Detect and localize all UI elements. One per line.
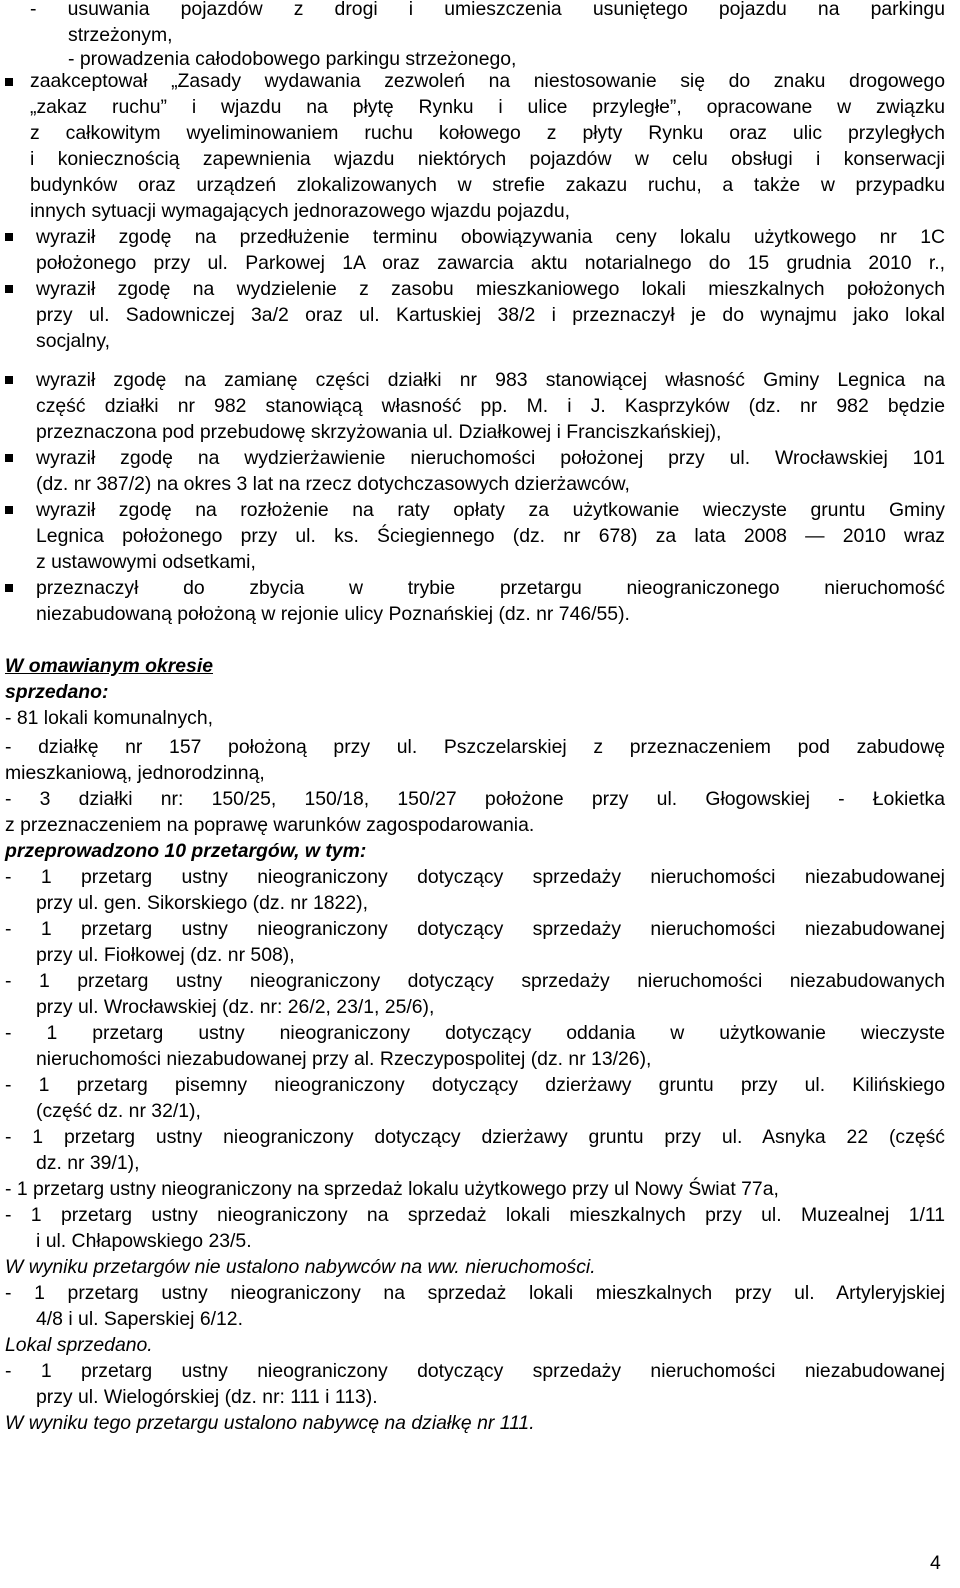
text-line: wyraził zgodę na rozłożenie na raty opłaty za użytkowanie wieczyste gruntu Gminy (36, 499, 945, 521)
bullet-icon (5, 454, 13, 462)
italic-note: W wyniku przetargów nie ustalono nabywców na ww. nieruchomości. (5, 1256, 596, 1278)
text-line: innych sytuacji wymagających jednorazowego wjazdu pojazdu, (30, 200, 571, 222)
text-line: - 1 przetarg ustny nieograniczony na sprzedaż lokalu użytkowego przy ul Nowy Świat 77a, (5, 1178, 779, 1200)
text-line: - 3 działki nr: 150/25, 150/18, 150/27 położone przy ul. Głogowskiej - Łokietka (5, 788, 945, 810)
text-line: - 1 przetarg ustny nieograniczony dotyczący oddania w użytkowanie wieczyste (5, 1022, 945, 1044)
text-line: przy ul. Wielogórskiej (dz. nr: 111 i 113). (36, 1386, 378, 1408)
text-line: - 1 przetarg pisemny nieograniczony dotyczący dzierżawy gruntu przy ul. Kilińskiego (5, 1074, 945, 1096)
section-heading: sprzedano: (5, 681, 109, 703)
text-line: - 1 przetarg ustny nieograniczony dotyczący dzierżawy gruntu przy ul. Asnyka 22 (część (5, 1126, 945, 1148)
italic-note: Lokal sprzedano. (5, 1334, 153, 1356)
text-line: wyraził zgodę na wydzielenie z zasobu mieszkaniowego lokali mieszkalnych położonych (36, 278, 945, 300)
text-line: „zakaz ruchu” i wjazdu na płytę Rynku i ulice przyległe”, opracowane w związku (30, 96, 945, 118)
text-line: nieruchomości niezabudowanej przy al. Rzeczypospolitej (dz. nr 13/26), (36, 1048, 652, 1070)
text-line: - 1 przetarg ustny nieograniczony dotyczący sprzedaży nieruchomości niezabudowanych (5, 970, 945, 992)
bullet-icon (5, 78, 13, 86)
text-line: - 1 przetarg ustny nieograniczony dotyczący sprzedaży nieruchomości niezabudowanej (5, 1360, 945, 1382)
section-heading: W omawianym okresie (5, 655, 213, 677)
text-line: zaakceptował „Zasady wydawania zezwoleń na niestosowanie się do znaku drogowego (30, 70, 945, 92)
text-line: położonego przy ul. Parkowej 1A oraz zawarcia aktu notarialnego do 15 grudnia 2010 r., (36, 252, 945, 274)
text-line: przeznaczył do zbycia w trybie przetargu nieograniczonego nieruchomość (36, 577, 945, 599)
text-line: - 81 lokali komunalnych, (5, 707, 214, 729)
text-line: przy ul. Sadowniczej 3a/2 oraz ul. Kartuskiej 38/2 i przeznaczył je do wynajmu jako lokal (36, 304, 945, 326)
text-line: niezabudowaną położoną w rejonie ulicy Poznańskiej (dz. nr 746/55). (36, 603, 630, 625)
text-line: - działkę nr 157 położoną przy ul. Pszczelarskiej z przeznaczeniem pod zabudowę (5, 736, 945, 758)
text-line: - 1 przetarg ustny nieograniczony na sprzedaż lokali mieszkalnych przy ul. Muzealnej 1/11 (5, 1204, 945, 1226)
text-line: - 1 przetarg ustny nieograniczony dotyczący sprzedaży nieruchomości niezabudowanej (5, 918, 945, 940)
text-line: część działki nr 982 stanowiącą własność pp. M. i J. Kasprzyków (dz. nr 982 będzie (36, 395, 945, 417)
italic-note: W wyniku tego przetargu ustalono nabywcę na działkę nr 111. (5, 1412, 535, 1434)
text-line: dz. nr 39/1), (36, 1152, 140, 1174)
text-line: przy ul. Wrocławskiej (dz. nr: 26/2, 23/1, 25/6), (36, 996, 435, 1018)
bullet-icon (5, 233, 13, 241)
text-line: budynków oraz urządzeń zlokalizowanych w strefie zakazu ruchu, a także w przypadku (30, 174, 945, 196)
bullet-icon (5, 285, 13, 293)
bullet-icon (5, 376, 13, 384)
text-line: wyraził zgodę na wydzierżawienie nieruchomości położonej przy ul. Wrocławskiej 101 (36, 447, 945, 469)
text-line: wyraził zgodę na przedłużenie terminu obowiązywania ceny lokalu użytkowego nr 1C (36, 226, 945, 248)
text-line: i ul. Chłapowskiego 23/5. (36, 1230, 252, 1252)
text-line: - prowadzenia całodobowego parkingu strzeżonego, (68, 48, 517, 70)
text-line: mieszkaniową, jednorodzinną, (5, 762, 265, 784)
text-line: 4/8 i ul. Saperskiej 6/12. (36, 1308, 243, 1330)
page-number: 4 (930, 1552, 941, 1574)
text-line: - usuwania pojazdów z drogi i umieszczenia usuniętego pojazdu na parkingu (30, 0, 945, 20)
text-line: przy ul. gen. Sikorskiego (dz. nr 1822), (36, 892, 368, 914)
text-line: z ustawowymi odsetkami, (36, 551, 256, 573)
text-line: (część dz. nr 32/1), (36, 1100, 201, 1122)
text-line: Legnica położonego przy ul. ks. Ściegiennego (dz. nr 678) za lata 2008 — 2010 wraz (36, 525, 945, 547)
text-line: socjalny, (36, 330, 111, 352)
text-line: z przeznaczeniem na poprawę warunków zagospodarowania. (5, 814, 535, 836)
text-line: - 1 przetarg ustny nieograniczony na sprzedaż lokali mieszkalnych przy ul. Artyleryjskiej (5, 1282, 945, 1304)
text-line: przeznaczona pod przebudowę skrzyżowania ul. Działkowej i Franciszkańskiej), (36, 421, 722, 443)
text-line: wyraził zgodę na zamianę części działki nr 983 stanowiącej własność Gminy Legnica na (36, 369, 945, 391)
text-line: - 1 przetarg ustny nieograniczony dotyczący sprzedaży nieruchomości niezabudowanej (5, 866, 945, 888)
text-line: strzeżonym, (68, 24, 173, 46)
bullet-icon (5, 584, 13, 592)
text-line: z całkowitym wyeliminowaniem ruchu kołowego z płyty Rynku oraz ulic przyległych (30, 122, 945, 144)
section-heading: przeprowadzono 10 przetargów, w tym: (5, 840, 367, 862)
text-line: (dz. nr 387/2) na okres 3 lat na rzecz dotychczasowych dzierżawców, (36, 473, 630, 495)
text-line: i koniecznością zapewnienia wjazdu niektórych pojazdów w celu obsługi i konserwacji (30, 148, 945, 170)
bullet-icon (5, 506, 13, 514)
text-line: przy ul. Fiołkowej (dz. nr 508), (36, 944, 295, 966)
